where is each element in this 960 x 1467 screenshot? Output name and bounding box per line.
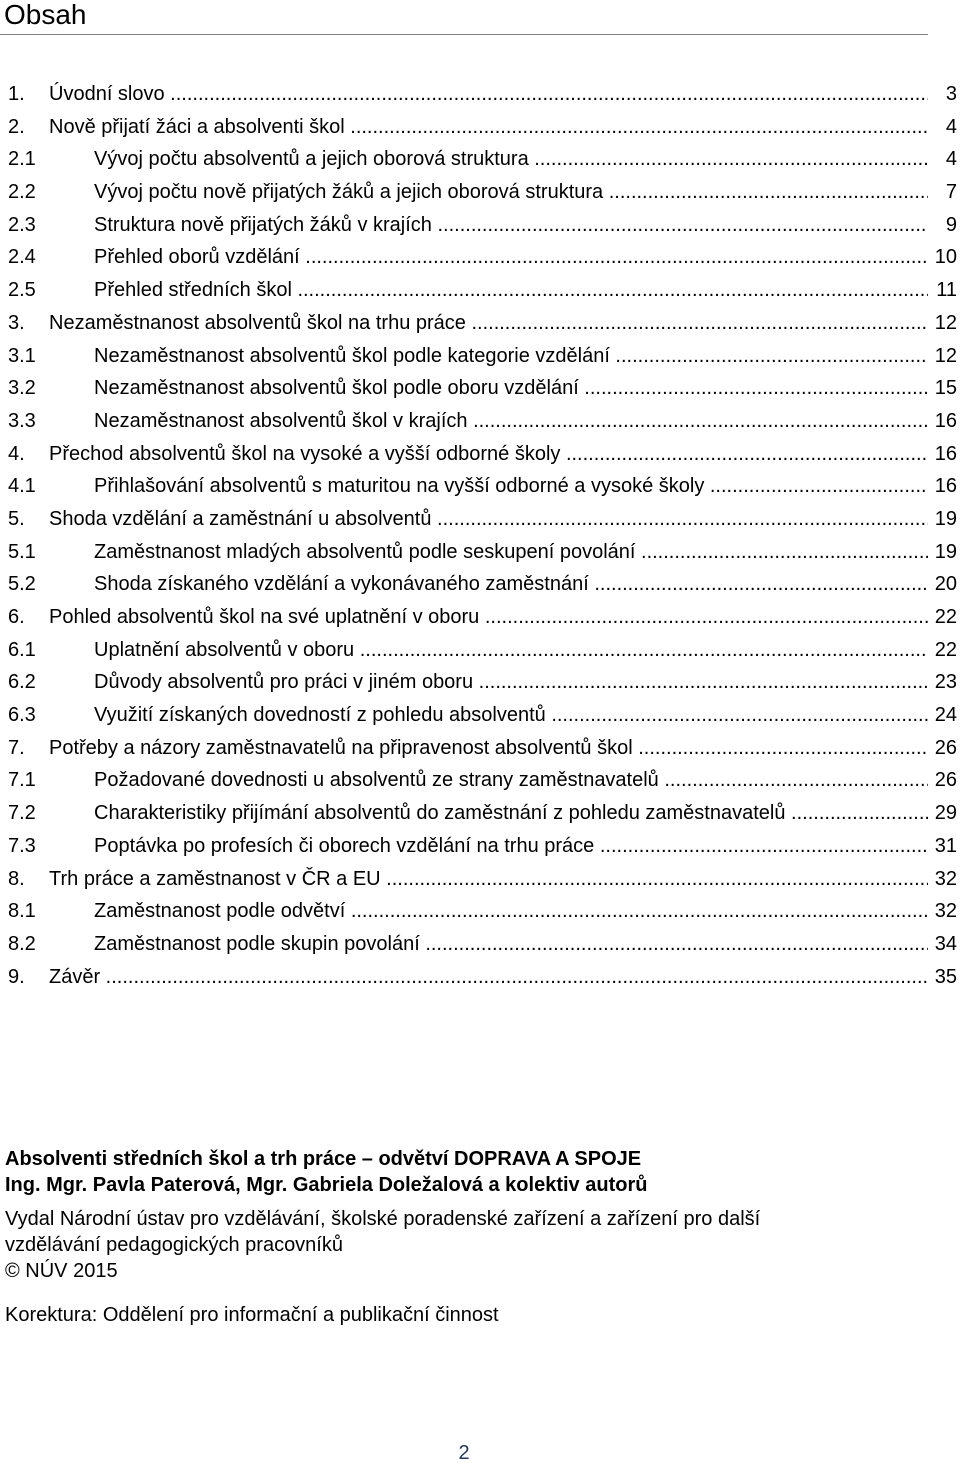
publication-authors: Ing. Mgr. Pavla Paterová, Mgr. Gabriela Doležalová a kolektiv autorů [5,1174,648,1196]
toc-entry-number: 7.1 [8,769,36,792]
toc-entry[interactable] [0,601,960,634]
toc-entry[interactable] [0,307,960,340]
toc-entry-title-wrap [94,764,928,797]
toc-entry-page: 15 [928,372,957,405]
page-number: 2 [458,1442,470,1464]
toc-entry-title: Důvody absolventů pro práci v jiném oboru ..... [94,671,928,693]
toc-entry[interactable] [0,895,960,928]
toc-entry[interactable] [0,928,960,961]
toc-entry-title: Potřeby a názory zaměstnavatelů na připravenost absolventů škol ..... [49,737,928,759]
toc-entry-number: 8.2 [8,932,36,955]
table-of-contents [0,78,960,993]
toc-entry[interactable] [0,503,960,536]
toc-entry-title: Nezaměstnanost absolventů škol v krajích ..... [94,410,928,432]
toc-entry[interactable] [0,536,960,569]
toc-entry-page: 22 [928,634,957,667]
toc-entry-title: Závěr ..... [49,966,928,988]
toc-entry-title-wrap [49,307,928,340]
toc-entry-title-wrap [94,143,928,176]
toc-entry-title: Nezaměstnanost absolventů škol podle oboru vzdělání ..... [94,377,928,399]
toc-entry-number: 2.1 [8,148,36,171]
toc-entry-title: Úvodní slovo ..... [49,83,928,105]
toc-entry-title: Uplatnění absolventů v oboru ..... [94,639,928,661]
toc-entry-number: 6.1 [8,638,36,661]
toc-entry-page: 35 [928,961,957,994]
toc-entry-page: 16 [928,405,957,438]
toc-entry[interactable] [0,78,960,111]
toc-entry-title: Shoda vzdělání a zaměstnání u absolventů ..... [49,508,928,530]
toc-entry-number: 1. [8,83,25,105]
toc-entry-page: 23 [928,666,957,699]
toc-entry-title: Využití získaných dovedností z pohledu absolventů ..... [94,704,928,726]
toc-entry-title-wrap [94,666,928,699]
toc-entry-number: 6.3 [8,704,36,727]
toc-entry-number: 2. [8,115,25,138]
toc-entry-page: 16 [928,470,957,503]
toc-entry-page: 4 [928,143,957,176]
heading-divider [0,34,928,35]
toc-entry[interactable] [0,797,960,830]
toc-entry[interactable] [0,241,960,274]
toc-entry-title-wrap [94,340,928,373]
toc-entry[interactable] [0,470,960,503]
toc-entry-number: 5.1 [8,540,36,563]
toc-entry-page: 7 [928,176,957,209]
toc-entry-title: Přehled středních škol ..... [94,279,928,301]
toc-entry-title: Charakteristiky přijímání absolventů do zaměstnání z pohledu zaměstnavatelů ..... [94,802,928,824]
toc-entry-number: 3. [8,311,25,334]
toc-entry[interactable] [0,666,960,699]
toc-entry-number: 5.2 [8,573,36,596]
toc-entry-title-wrap [94,405,928,438]
toc-entry-page: 4 [928,111,957,144]
toc-entry-page: 16 [928,438,957,471]
toc-entry-title: Pohled absolventů škol na své uplatnění v oboru ..... [49,606,928,628]
publication-title: Absolventi středních škol a trh práce – odvětví DOPRAVA A SPOJE [5,1148,642,1170]
toc-entry-page: 26 [928,732,957,765]
toc-entry[interactable] [0,961,960,994]
toc-entry-number: 2.4 [8,246,36,269]
toc-entry-title-wrap [94,699,928,732]
toc-entry-number: 3.2 [8,377,36,400]
toc-entry-page: 34 [928,928,957,961]
toc-entry[interactable] [0,209,960,242]
toc-entry[interactable] [0,438,960,471]
toc-entry-title: Přechod absolventů škol na vysoké a vyšší odborné školy ..... [49,443,928,465]
toc-entry-title-wrap [94,797,928,830]
toc-entry-title-wrap [94,274,928,307]
toc-entry-title-wrap [49,111,928,144]
toc-entry-title-wrap [49,961,928,994]
toc-entry-page: 9 [928,209,957,242]
toc-entry-number: 2.3 [8,213,36,236]
toc-entry-title: Vývoj počtu absolventů a jejich oborová struktura ..... [94,148,928,170]
toc-entry-title-wrap [49,503,928,536]
toc-entry[interactable] [0,830,960,863]
toc-entry-title-wrap [94,895,928,928]
toc-entry-title-wrap [94,830,928,863]
toc-entry-title-wrap [49,438,928,471]
toc-entry-title-wrap [94,634,928,667]
toc-entry-title: Poptávka po profesích či oborech vzdělání na trhu práce ..... [94,835,928,857]
toc-entry[interactable] [0,405,960,438]
toc-entry[interactable] [0,372,960,405]
toc-entry-title: Struktura nově přijatých žáků v krajích ..... [94,214,928,236]
toc-entry-page: 31 [928,830,957,863]
toc-entry-page: 10 [928,241,957,274]
toc-entry-title-wrap [94,372,928,405]
toc-entry-title-wrap [94,470,928,503]
toc-entry-title: Zaměstnanost mladých absolventů podle seskupení povolání ..... [94,541,928,563]
toc-entry-number: 7.2 [8,802,36,825]
toc-entry-title: Trh práce a zaměstnanost v ČR a EU ..... [49,868,928,890]
publisher-line-2: vzdělávání pedagogických pracovníků [5,1234,343,1256]
toc-entry-number: 7.3 [8,834,36,857]
colophon [5,1146,945,1328]
copyright-notice: © NÚV 2015 [5,1260,118,1282]
toc-entry[interactable] [0,732,960,765]
toc-entry-title-wrap [94,241,928,274]
toc-entry[interactable] [0,340,960,373]
proofreading-credit: Korektura: Oddělení pro informační a publikační činnost [5,1304,499,1326]
toc-entry-title-wrap [94,928,928,961]
toc-entry[interactable] [0,143,960,176]
toc-entry-title: Zaměstnanost podle odvětví ..... [94,900,928,922]
toc-entry-page: 20 [928,568,957,601]
toc-entry-page: 3 [928,78,957,111]
toc-entry-title: Shoda získaného vzdělání a vykonávaného zaměstnání ..... [94,573,928,595]
page-title: Obsah [4,0,87,30]
toc-entry-title: Nezaměstnanost absolventů škol podle kategorie vzdělání ..... [94,345,928,367]
toc-entry-title: Přehled oborů vzdělání ..... [94,246,928,268]
toc-entry-title-wrap [94,209,928,242]
toc-entry-page: 29 [928,797,957,830]
toc-entry-title: Vývoj počtu nově přijatých žáků a jejich oborová struktura ..... [94,181,928,203]
toc-entry-title-wrap [49,78,928,111]
toc-entry[interactable] [0,274,960,307]
toc-entry-number: 5. [8,507,25,530]
toc-entry-title: Přihlašování absolventů s maturitou na vyšší odborné a vysoké školy ..... [94,475,928,497]
toc-entry-title-wrap [49,601,928,634]
toc-entry-number: 6. [8,606,25,628]
toc-entry-title: Požadované dovednosti u absolventů ze strany zaměstnavatelů ..... [94,769,928,791]
publisher-line-1: Vydal Národní ústav pro vzdělávání, školské poradenské zařízení a zařízení pro další [5,1208,761,1230]
toc-entry-title: Zaměstnanost podle skupin povolání ..... [94,933,928,955]
toc-entry-number: 2.5 [8,279,36,302]
toc-entry-page: 19 [928,503,957,536]
toc-entry-number: 8.1 [8,900,36,923]
toc-entry[interactable] [0,111,960,144]
toc-entry-number: 2.2 [8,181,36,204]
toc-entry-page: 32 [928,895,957,928]
toc-entry[interactable] [0,176,960,209]
toc-entry-number: 8. [8,867,25,890]
toc-entry[interactable] [0,699,960,732]
toc-entry-title: Nezaměstnanost absolventů škol na trhu práce ..... [49,312,928,334]
toc-entry-number: 4. [8,442,25,465]
toc-entry[interactable] [0,863,960,896]
toc-entry-page: 12 [928,307,957,340]
toc-entry-title-wrap [94,176,928,209]
toc-entry[interactable] [0,764,960,797]
toc-entry-page: 19 [928,536,957,569]
toc-entry-number: 6.2 [8,671,36,694]
toc-entry[interactable] [0,568,960,601]
toc-entry-number: 3.1 [8,344,36,367]
toc-entry-title-wrap [49,863,928,896]
toc-entry-page: 32 [928,863,957,896]
toc-entry-title-wrap [94,568,928,601]
toc-entry-page: 26 [928,764,957,797]
toc-entry-title-wrap [49,732,928,765]
toc-entry-number: 3.3 [8,409,36,432]
toc-entry-page: 24 [928,699,957,732]
toc-entry-number: 7. [8,736,25,759]
toc-entry[interactable] [0,634,960,667]
toc-entry-number: 9. [8,965,25,988]
toc-entry-number: 4.1 [8,475,36,498]
toc-entry-title: Nově přijatí žáci a absolventi škol ..... [49,116,928,138]
toc-entry-page: 12 [928,340,957,373]
toc-entry-page: 11 [928,274,957,307]
toc-entry-page: 22 [928,601,957,634]
toc-entry-title-wrap [94,536,928,569]
